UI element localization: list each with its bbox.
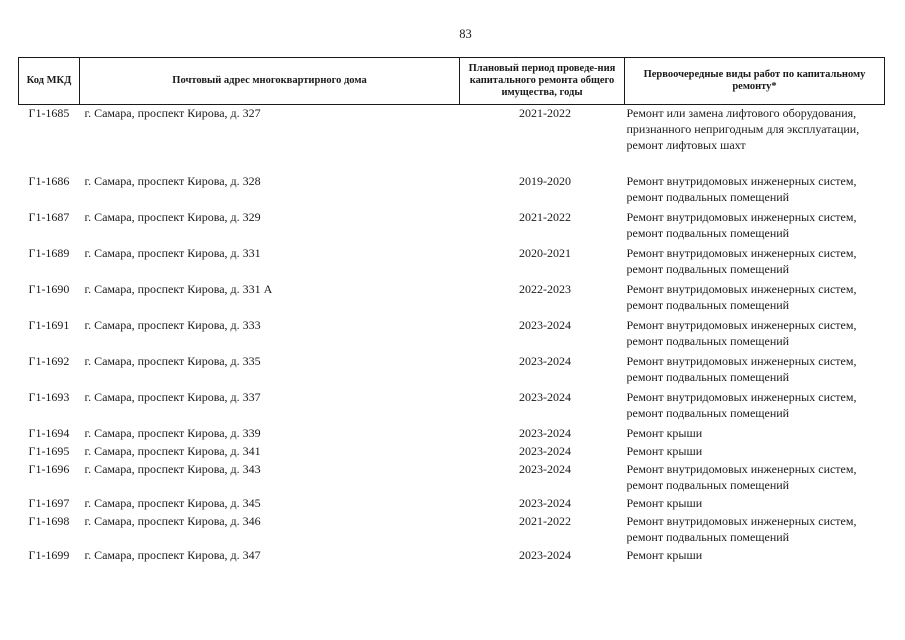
row-works (625, 513, 885, 547)
row-works-line: признанного непригодным для эксплуатации, (626, 122, 860, 136)
table-row (19, 173, 885, 209)
row-period: 2023-2024 (519, 317, 571, 332)
row-works-line: ремонт подвальных помещений (626, 529, 790, 544)
row-works (625, 443, 885, 461)
row-address: г. Самара, проспект Кирова, д. 343 (84, 461, 261, 476)
row-period: 2023-2024 (519, 461, 571, 476)
row-code: Г1-1686 (28, 173, 70, 188)
row-code: Г1-1693 (28, 389, 70, 404)
row-address: г. Самара, проспект Кирова, д. 333 (84, 317, 261, 332)
row-period: 2023-2024 (519, 425, 571, 440)
row-works (625, 209, 885, 245)
row-works-line: ремонт подвальных помещений (626, 333, 790, 348)
row-works (625, 389, 885, 425)
row-works-line: ремонт подвальных помещений (626, 189, 790, 204)
row-works (625, 173, 885, 209)
row-period: 2020-2021 (519, 245, 571, 260)
row-works-line: Ремонт внутридомовых инженерных систем, (626, 389, 857, 404)
row-address: г. Самара, проспект Кирова, д. 327 (84, 106, 261, 120)
header-period: Плановый период проведе-ния капитального ремонта общего имущества, годы (460, 58, 625, 105)
row-works-line: Ремонт внутридомовых инженерных систем, (626, 513, 857, 528)
row-period: 2021-2022 (519, 106, 571, 120)
table-row (19, 425, 885, 443)
row-works-line: Ремонт внутридомовых инженерных систем, (626, 173, 857, 188)
row-works-line: Ремонт внутридомовых инженерных систем, (626, 461, 857, 476)
row-address: г. Самара, проспект Кирова, д. 346 (84, 513, 261, 528)
row-works (625, 353, 885, 389)
row-period: 2023-2024 (519, 547, 571, 562)
table-row (19, 495, 885, 513)
table-row (19, 281, 885, 317)
row-works-line: Ремонт внутридомовых инженерных систем, (626, 209, 857, 224)
capital-repair-table (18, 57, 885, 565)
row-code: Г1-1692 (28, 353, 70, 368)
row-period: 2021-2022 (519, 209, 571, 224)
row-code: Г1-1691 (28, 317, 70, 332)
row-works (625, 547, 885, 565)
table-row (19, 353, 885, 389)
table-body (19, 105, 885, 565)
row-address: г. Самара, проспект Кирова, д. 328 (84, 173, 261, 188)
header-works: Первоочередные виды работ по капитальному ремонту* (625, 58, 885, 105)
row-period: 2021-2022 (519, 513, 571, 528)
row-period: 2023-2024 (519, 353, 571, 368)
row-address: г. Самара, проспект Кирова, д. 347 (84, 547, 261, 562)
table-row (19, 317, 885, 353)
row-works-line: ремонт подвальных помещений (626, 405, 790, 420)
row-address: г. Самара, проспект Кирова, д. 335 (84, 353, 261, 368)
row-period: 2023-2024 (519, 495, 571, 510)
table-row (19, 105, 885, 173)
row-code: Г1-1698 (28, 513, 70, 528)
row-works (625, 425, 885, 443)
row-code: Г1-1696 (28, 461, 70, 476)
row-works-line: ремонт подвальных помещений (626, 477, 790, 492)
table-row (19, 547, 885, 565)
row-code: Г1-1699 (28, 547, 70, 562)
table-row (19, 461, 885, 495)
row-address: г. Самара, проспект Кирова, д. 341 (84, 443, 261, 458)
table-row (19, 209, 885, 245)
row-works (625, 495, 885, 513)
row-address: г. Самара, проспект Кирова, д. 337 (84, 389, 261, 404)
row-address: г. Самара, проспект Кирова, д. 331 (84, 245, 261, 260)
row-code: Г1-1685 (28, 106, 70, 120)
table-header-row (19, 58, 885, 105)
row-code: Г1-1690 (28, 281, 70, 296)
row-works-line: ремонт лифтовых шахт (626, 138, 746, 152)
row-works (625, 281, 885, 317)
row-works (625, 105, 885, 173)
row-period: 2023-2024 (519, 443, 571, 458)
page-number: 83 (459, 27, 472, 41)
row-address: г. Самара, проспект Кирова, д. 339 (84, 425, 261, 440)
row-code: Г1-1697 (28, 495, 70, 510)
table-row (19, 389, 885, 425)
row-works-line: Ремонт крыши (626, 425, 703, 440)
row-works-line: Ремонт внутридомовых инженерных систем, (626, 245, 857, 260)
row-works-line: ремонт подвальных помещений (626, 261, 790, 276)
row-works-line: Ремонт крыши (626, 547, 703, 562)
row-works (625, 317, 885, 353)
row-works-line: Ремонт крыши (626, 495, 703, 510)
row-works-line: ремонт подвальных помещений (626, 225, 790, 240)
row-period: 2022-2023 (519, 281, 571, 296)
row-works (625, 245, 885, 281)
row-period: 2019-2020 (519, 173, 571, 188)
table-row (19, 443, 885, 461)
row-works-line: Ремонт внутридомовых инженерных систем, (626, 317, 857, 332)
row-code: Г1-1694 (28, 425, 70, 440)
table-row (19, 513, 885, 547)
row-code: Г1-1687 (28, 209, 70, 224)
header-address: Почтовый адрес многоквартирного дома (80, 58, 460, 105)
table-row (19, 245, 885, 281)
row-works-line: Ремонт или замена лифтового оборудования, (626, 106, 857, 120)
row-address: г. Самара, проспект Кирова, д. 329 (84, 209, 261, 224)
row-works-line: ремонт подвальных помещений (626, 369, 790, 384)
row-address: г. Самара, проспект Кирова, д. 345 (84, 495, 261, 510)
row-works-line: Ремонт внутридомовых инженерных систем, (626, 353, 857, 368)
row-works-line: Ремонт крыши (626, 443, 703, 458)
row-address: г. Самара, проспект Кирова, д. 331 А (84, 281, 273, 296)
row-code: Г1-1695 (28, 443, 70, 458)
row-works (625, 461, 885, 495)
row-works-line: ремонт подвальных помещений (626, 297, 790, 312)
row-period: 2023-2024 (519, 389, 571, 404)
row-code: Г1-1689 (28, 245, 70, 260)
header-code: Код МКД (19, 58, 80, 105)
row-works-line: Ремонт внутридомовых инженерных систем, (626, 281, 857, 296)
